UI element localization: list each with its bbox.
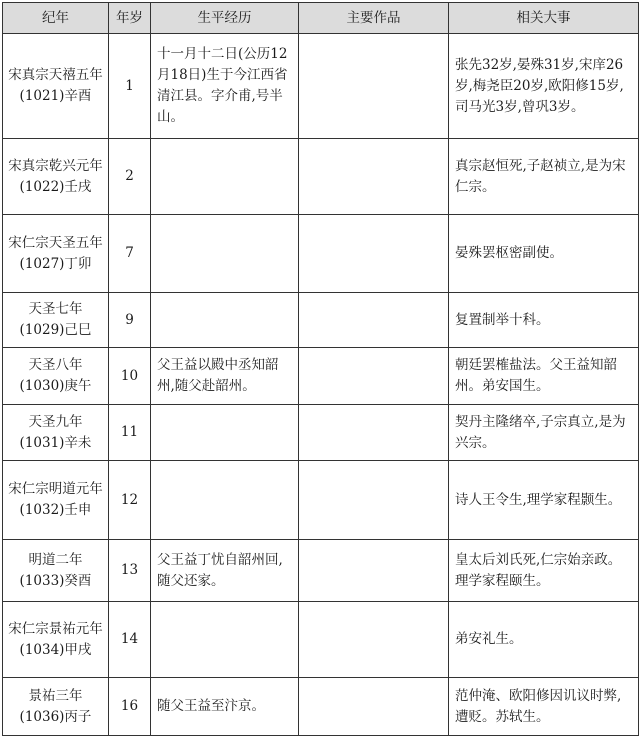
age-cell: 7 (109, 215, 151, 293)
events-cell: 诗人王令生,理学家程颢生。 (449, 461, 639, 540)
age-cell: 14 (109, 602, 151, 678)
era-cell: 宋仁宗景祐元年(1034)甲戌 (3, 602, 109, 678)
works-cell (299, 293, 449, 348)
chronology-table (2, 2, 639, 736)
life-cell (151, 461, 299, 540)
age-cell: 9 (109, 293, 151, 348)
header-age: 年岁 (109, 3, 151, 34)
events-cell: 范仲淹、欧阳修因讥议时弊,遭贬。苏轼生。 (449, 678, 639, 736)
events-cell: 契丹主隆绪卒,子宗真立,是为兴宗。 (449, 405, 639, 461)
era-cell: 明道二年(1033)癸酉 (3, 540, 109, 602)
life-cell (151, 405, 299, 461)
life-cell (151, 602, 299, 678)
events-cell: 皇太后刘氏死,仁宗始亲政。理学家程颐生。 (449, 540, 639, 602)
works-cell (299, 540, 449, 602)
age-cell: 16 (109, 678, 151, 736)
works-cell (299, 215, 449, 293)
works-cell (299, 678, 449, 736)
table-row (3, 540, 639, 602)
life-cell (151, 215, 299, 293)
events-cell: 弟安礼生。 (449, 602, 639, 678)
table-row (3, 293, 639, 348)
age-cell: 2 (109, 139, 151, 215)
era-cell: 天圣九年(1031)辛未 (3, 405, 109, 461)
events-cell: 真宗赵恒死,子赵祯立,是为宋仁宗。 (449, 139, 639, 215)
table-row (3, 602, 639, 678)
table-row (3, 678, 639, 736)
life-cell: 父王益以殿中丞知韶州,随父赴韶州。 (151, 348, 299, 405)
header-works: 主要作品 (299, 3, 449, 34)
header-era: 纪年 (3, 3, 109, 34)
works-cell (299, 602, 449, 678)
age-cell: 13 (109, 540, 151, 602)
events-cell: 朝廷罢榷盐法。父王益知韶州。弟安国生。 (449, 348, 639, 405)
era-cell: 天圣八年(1030)庚午 (3, 348, 109, 405)
era-cell: 宋真宗天禧五年(1021)辛酉 (3, 34, 109, 139)
table-row (3, 348, 639, 405)
age-cell: 10 (109, 348, 151, 405)
life-cell (151, 293, 299, 348)
life-cell: 父王益丁忧自韶州回,随父还家。 (151, 540, 299, 602)
life-cell (151, 139, 299, 215)
era-cell: 宋真宗乾兴元年(1022)壬戌 (3, 139, 109, 215)
life-cell: 十一月十二日(公历12月18日)生于今江西省清江县。字介甫,号半山。 (151, 34, 299, 139)
works-cell (299, 34, 449, 139)
era-cell: 景祐三年(1036)丙子 (3, 678, 109, 736)
age-cell: 12 (109, 461, 151, 540)
header-events: 相关大事 (449, 3, 639, 34)
table-row (3, 461, 639, 540)
age-cell: 11 (109, 405, 151, 461)
works-cell (299, 139, 449, 215)
events-cell: 晏殊罢枢密副使。 (449, 215, 639, 293)
header-life: 生平经历 (151, 3, 299, 34)
table-row (3, 405, 639, 461)
era-cell: 宋仁宗明道元年(1032)壬申 (3, 461, 109, 540)
works-cell (299, 461, 449, 540)
age-cell: 1 (109, 34, 151, 139)
era-cell: 天圣七年(1029)己巳 (3, 293, 109, 348)
events-cell: 张先32岁,晏殊31岁,宋庠26岁,梅尧臣20岁,欧阳修15岁,司马光3岁,曾巩3岁。 (449, 34, 639, 139)
life-cell: 随父王益至汴京。 (151, 678, 299, 736)
events-cell: 复置制举十科。 (449, 293, 639, 348)
table-row (3, 34, 639, 139)
works-cell (299, 348, 449, 405)
table-row (3, 139, 639, 215)
works-cell (299, 405, 449, 461)
table-row (3, 215, 639, 293)
era-cell: 宋仁宗天圣五年(1027)丁卯 (3, 215, 109, 293)
header-row (3, 3, 639, 34)
